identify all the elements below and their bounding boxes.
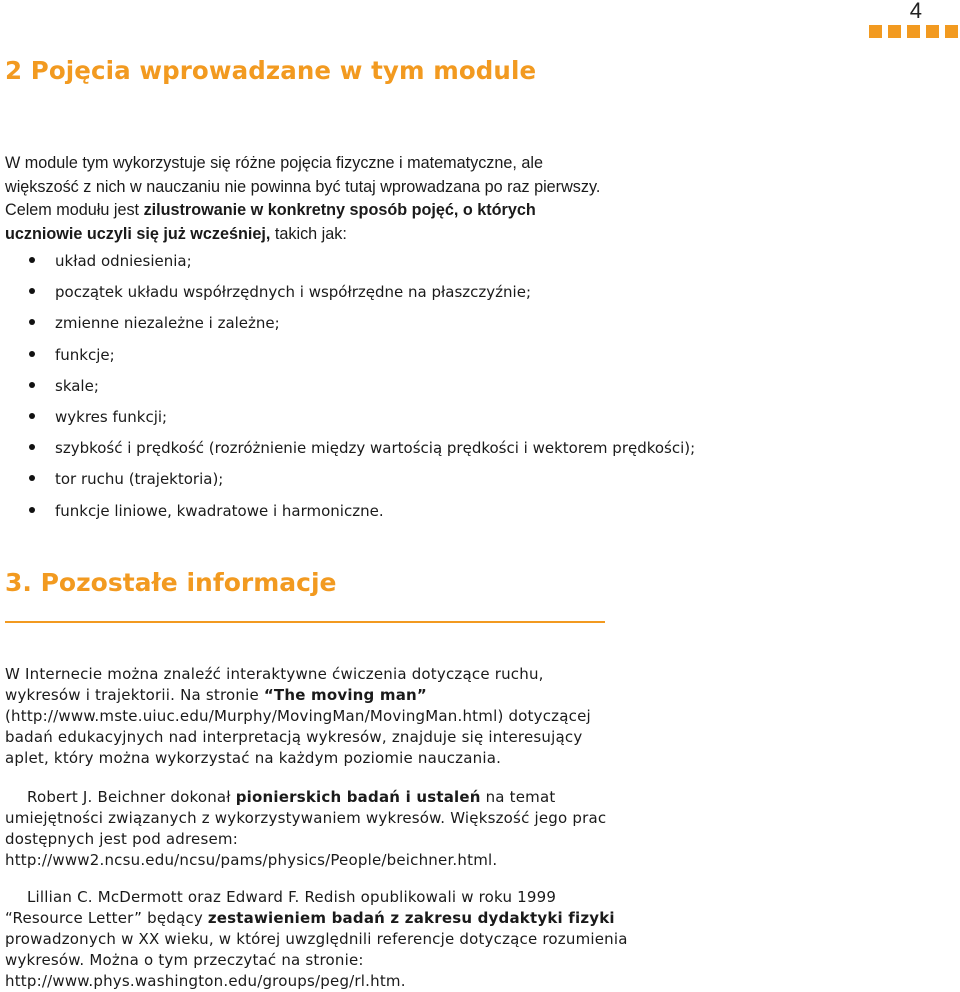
orange-square-icon bbox=[888, 25, 901, 38]
list-item-text: skale; bbox=[55, 376, 99, 395]
paragraph-text: na temat umiejętności związanych z wykorzystywaniem wykresów. Większość jego prac dostępnych jest pod adresem: http://www2.ncsu.edu/ncsu/pams/physics/People/beichner.html. bbox=[5, 788, 607, 869]
header-decoration-squares bbox=[869, 25, 958, 38]
list-item-text: tor ruchu (trajektoria); bbox=[55, 470, 224, 489]
paragraph-text: prowadzonych w XX wieku, w której uwzględnili referencje dotyczące rozumienia wykresów. Można o tym przeczytać na stronie: http://www.phys.washington.edu/groups/peg/rl.htm. bbox=[5, 930, 628, 990]
paragraph-emphasis: zestawieniem badań z zakresu dydaktyki fizyki bbox=[207, 909, 615, 927]
list-item-text: szybkość i prędkość (rozróżnienie między wartością prędkości i wektorem prędkości); bbox=[55, 439, 696, 458]
bullet-icon bbox=[29, 507, 35, 513]
paragraph-moving-man bbox=[5, 664, 605, 769]
intro-paragraph bbox=[5, 152, 615, 246]
bullet-icon bbox=[29, 413, 35, 419]
list-item-text: układ odniesienia; bbox=[55, 252, 192, 270]
section-heading-other-info: 3. Pozostałe informacje bbox=[5, 568, 337, 597]
orange-square-icon bbox=[945, 25, 958, 38]
orange-square-icon bbox=[869, 25, 882, 38]
paragraph-emphasis: “The moving man” bbox=[263, 686, 427, 704]
list-item-text: początek układu współrzędnych i współrzędne na płaszczyźnie; bbox=[55, 283, 531, 302]
paragraph-text: Robert J. Beichner dokonał bbox=[27, 788, 236, 806]
section-heading-concepts: 2 Pojęcia wprowadzane w tym module bbox=[5, 56, 537, 85]
orange-square-icon bbox=[907, 25, 920, 38]
orange-square-icon bbox=[926, 25, 939, 38]
list-item-text: wykres funkcji; bbox=[55, 407, 168, 426]
bullet-icon bbox=[29, 319, 35, 325]
bullet-icon bbox=[29, 382, 35, 388]
bullet-icon bbox=[29, 257, 35, 263]
list-item bbox=[0, 282, 695, 313]
intro-emphasis: zilustrowanie w konkretny sposób pojęć, o których uczniowie uczyli się już wcześniej, bbox=[5, 201, 536, 243]
list-item bbox=[0, 469, 695, 500]
list-item bbox=[0, 407, 695, 438]
intro-text: W module tym wykorzystuje się różne pojęcia fizyczne i matematyczne, ale większość z nich w nauczaniu nie powinna być tutaj wprowadzana po raz pierwszy. Celem modułu jest bbox=[5, 154, 601, 219]
heading-underline bbox=[5, 621, 605, 623]
list-item bbox=[0, 501, 695, 532]
list-item bbox=[0, 438, 695, 469]
concepts-list bbox=[0, 251, 695, 532]
list-item bbox=[0, 313, 695, 344]
bullet-icon bbox=[29, 475, 35, 481]
bullet-icon bbox=[29, 288, 35, 294]
list-item-text: funkcje; bbox=[55, 345, 115, 364]
list-item-text: funkcje liniowe, kwadratowe i harmoniczne. bbox=[55, 501, 384, 520]
page-number: 4 bbox=[909, 0, 922, 23]
list-item bbox=[0, 345, 695, 376]
paragraph-beichner bbox=[5, 787, 615, 871]
list-item-text: zmienne niezależne i zależne; bbox=[55, 314, 280, 333]
paragraph-text: W Internecie można znaleźć interaktywne ćwiczenia dotyczące ruchu, wykresów i trajektorii. Na stronie bbox=[5, 665, 544, 704]
paragraph-mcdermott bbox=[5, 887, 630, 992]
list-item bbox=[0, 251, 695, 282]
paragraph-emphasis: pionierskich badań i ustaleń bbox=[235, 788, 481, 806]
bullet-icon bbox=[29, 444, 35, 450]
paragraph-text: (http://www.mste.uiuc.edu/Murphy/MovingMan/MovingMan.html) dotyczącej badań edukacyjnych nad interpretacją wykresów, znajduje się interesujący aplet, który można wykorzystać na każdym poziomie nauczania. bbox=[5, 707, 591, 767]
bullet-icon bbox=[29, 351, 35, 357]
list-item bbox=[0, 376, 695, 407]
paragraph-text: Lillian C. McDermott oraz Edward F. Redish opublikowali w roku 1999 “Resource Letter” będący bbox=[5, 888, 557, 927]
intro-text-end: takich jak: bbox=[270, 224, 347, 243]
